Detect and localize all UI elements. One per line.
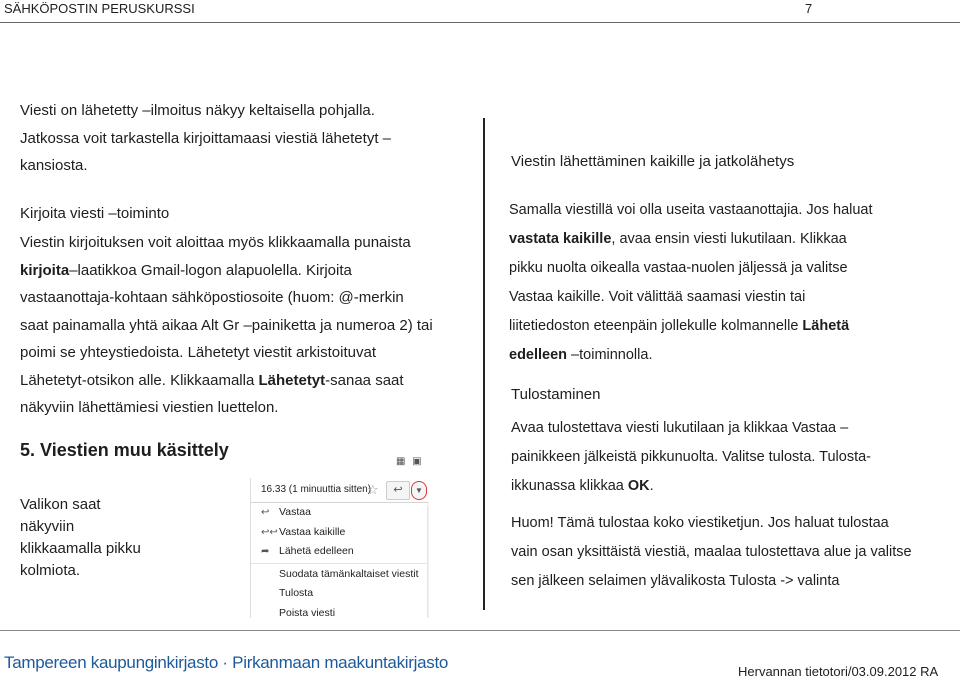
menu-item-poista[interactable]: Poista viesti: [279, 606, 336, 618]
paragraph-line: vastaanottaja-kohtaan sähköpostiosoite (huom: @-merkin: [20, 289, 404, 306]
title-viestin-lahettaminen: Viestin lähettäminen kaikille ja jatkolähetys: [511, 153, 795, 170]
paragraph-line: vain osan yksittäistä viestiä, maalaa tulostettava alue ja valitse: [511, 544, 912, 560]
note-line: kolmiota.: [20, 562, 81, 579]
footer-credit: Hervannan tietotori/03.09.2012 RA: [738, 664, 939, 679]
paragraph-line: Samalla viestillä voi olla useita vastaanottajia. Jos haluat: [509, 202, 873, 218]
heading-viestien-muu-kasittely: 5. Viestien muu käsittely: [20, 440, 229, 460]
paragraph-line: edelleen –toiminnolla.: [509, 347, 653, 363]
intro-line: Viesti on lähetetty –ilmoitus näkyy keltaisella pohjalla.: [20, 102, 375, 119]
paragraph-line: liitetiedoston eteenpäin jollekulle kolmannelle Lähetä: [509, 318, 850, 334]
reply-button[interactable]: [386, 481, 410, 500]
note-line: klikkaamalla pikku: [20, 540, 141, 557]
message-time: 16.33 (1 minuuttia sitten): [261, 484, 372, 495]
reply-all-icon: ↩↩: [261, 526, 278, 538]
menu-note: [20, 494, 141, 582]
page-number: 7: [805, 1, 813, 16]
print-icon: ▦: [396, 456, 406, 467]
intro-line: kansiosta.: [20, 157, 88, 174]
note-line: Valikon saat: [20, 496, 101, 513]
paragraph-line: Vastaa kaikille. Voit välittää saamasi viestin tai: [509, 289, 806, 305]
paragraph-line: näkyviin lähettämiesi viestien luettelon.: [20, 399, 279, 416]
paragraph-line: Huom! Tämä tulostaa koko viestiketjun. Jos haluat tulostaa: [511, 515, 889, 531]
menu-item-tulosta[interactable]: Tulosta: [279, 587, 314, 599]
note-line: näkyviin: [20, 518, 75, 535]
title-tulostaminen: Tulostaminen: [511, 386, 601, 403]
paragraph-line: Lähetetyt-otsikon alle. Klikkaamalla Lähetetyt-sanaa saat: [20, 371, 404, 389]
section-title-kirjoita: Kirjoita viesti –toiminto: [20, 205, 170, 222]
paragraph-line: poimi se yhteystiedoista. Lähetetyt viestit arkistoituvat: [20, 344, 377, 361]
paragraph-line: vastata kaikille, avaa ensin viesti lukutilaan. Klikkaa: [509, 231, 847, 247]
paragraph-tulostaminen: [511, 414, 959, 501]
library-logo: Tampereen kaupunginkirjasto · Pirkanmaan maakuntakirjasto: [4, 653, 449, 672]
menu-item-vastaa-kaikille[interactable]: ↩↩Vastaa kaikille: [251, 523, 427, 543]
menu-item-vastaa[interactable]: ↩ Vastaa: [251, 503, 427, 523]
menu-item-laheta-edelleen[interactable]: ➦ Lähetä edelleen: [251, 542, 427, 562]
header-divider: [0, 22, 960, 23]
more-options-button[interactable]: [411, 481, 427, 500]
paragraph-line: Viestin kirjoituksen voit aloittaa myös klikkaamalla punaista: [20, 234, 411, 251]
document-header-title: SÄHKÖPOSTIN PERUSKURSSI: [4, 1, 195, 16]
intro-line: Jatkossa voit tarkastella kirjoittamaasi viestiä lähetetyt –: [20, 129, 391, 147]
paragraph-line: painikkeen jälkeistä pikkunuolta. Valitse tulosta. Tulosta-: [511, 449, 872, 465]
triangle-down-icon: ▼: [415, 486, 423, 495]
paragraph-huom: [511, 509, 959, 596]
kirjoita-paragraph: [20, 229, 480, 422]
forward-icon: ➦: [261, 546, 270, 557]
gmail-menu-screenshot: [250, 478, 429, 618]
reply-arrow-icon: ↩: [393, 484, 403, 496]
reply-icon: ↩: [261, 507, 270, 518]
column-divider: [483, 118, 485, 610]
menu-item-suodata[interactable]: Suodata tämänkaltaiset viestit: [279, 567, 419, 580]
reply-dropdown-menu: [251, 503, 427, 618]
paragraph-line: Avaa tulostettava viesti lukutilaan ja klikkaa Vastaa –: [511, 420, 849, 436]
paragraph-line: saat painamalla yhtä aikaa Alt Gr –painiketta ja numeroa 2) tai: [20, 316, 433, 334]
star-icon[interactable]: ☆: [367, 482, 379, 497]
screenshot-top-icons: [396, 456, 422, 467]
intro-paragraph: [20, 97, 480, 180]
paragraph-line: pikku nuolta oikealla vastaa-nuolen jäljessä ja valitse: [509, 260, 848, 276]
menu-divider: [251, 563, 427, 564]
popout-icon: ▣: [412, 456, 422, 467]
paragraph-line: kirjoita–laatikkoa Gmail-logon alapuolella. Kirjoita: [20, 261, 352, 279]
paragraph-line: sen jälkeen selaimen ylävalikosta Tulosta -> valinta: [511, 573, 840, 589]
paragraph-line: ikkunassa klikkaa OK.: [511, 478, 654, 494]
message-header-bar: [251, 478, 429, 503]
paragraph-lahettaminen: [509, 196, 959, 370]
footer-divider: [0, 630, 960, 631]
